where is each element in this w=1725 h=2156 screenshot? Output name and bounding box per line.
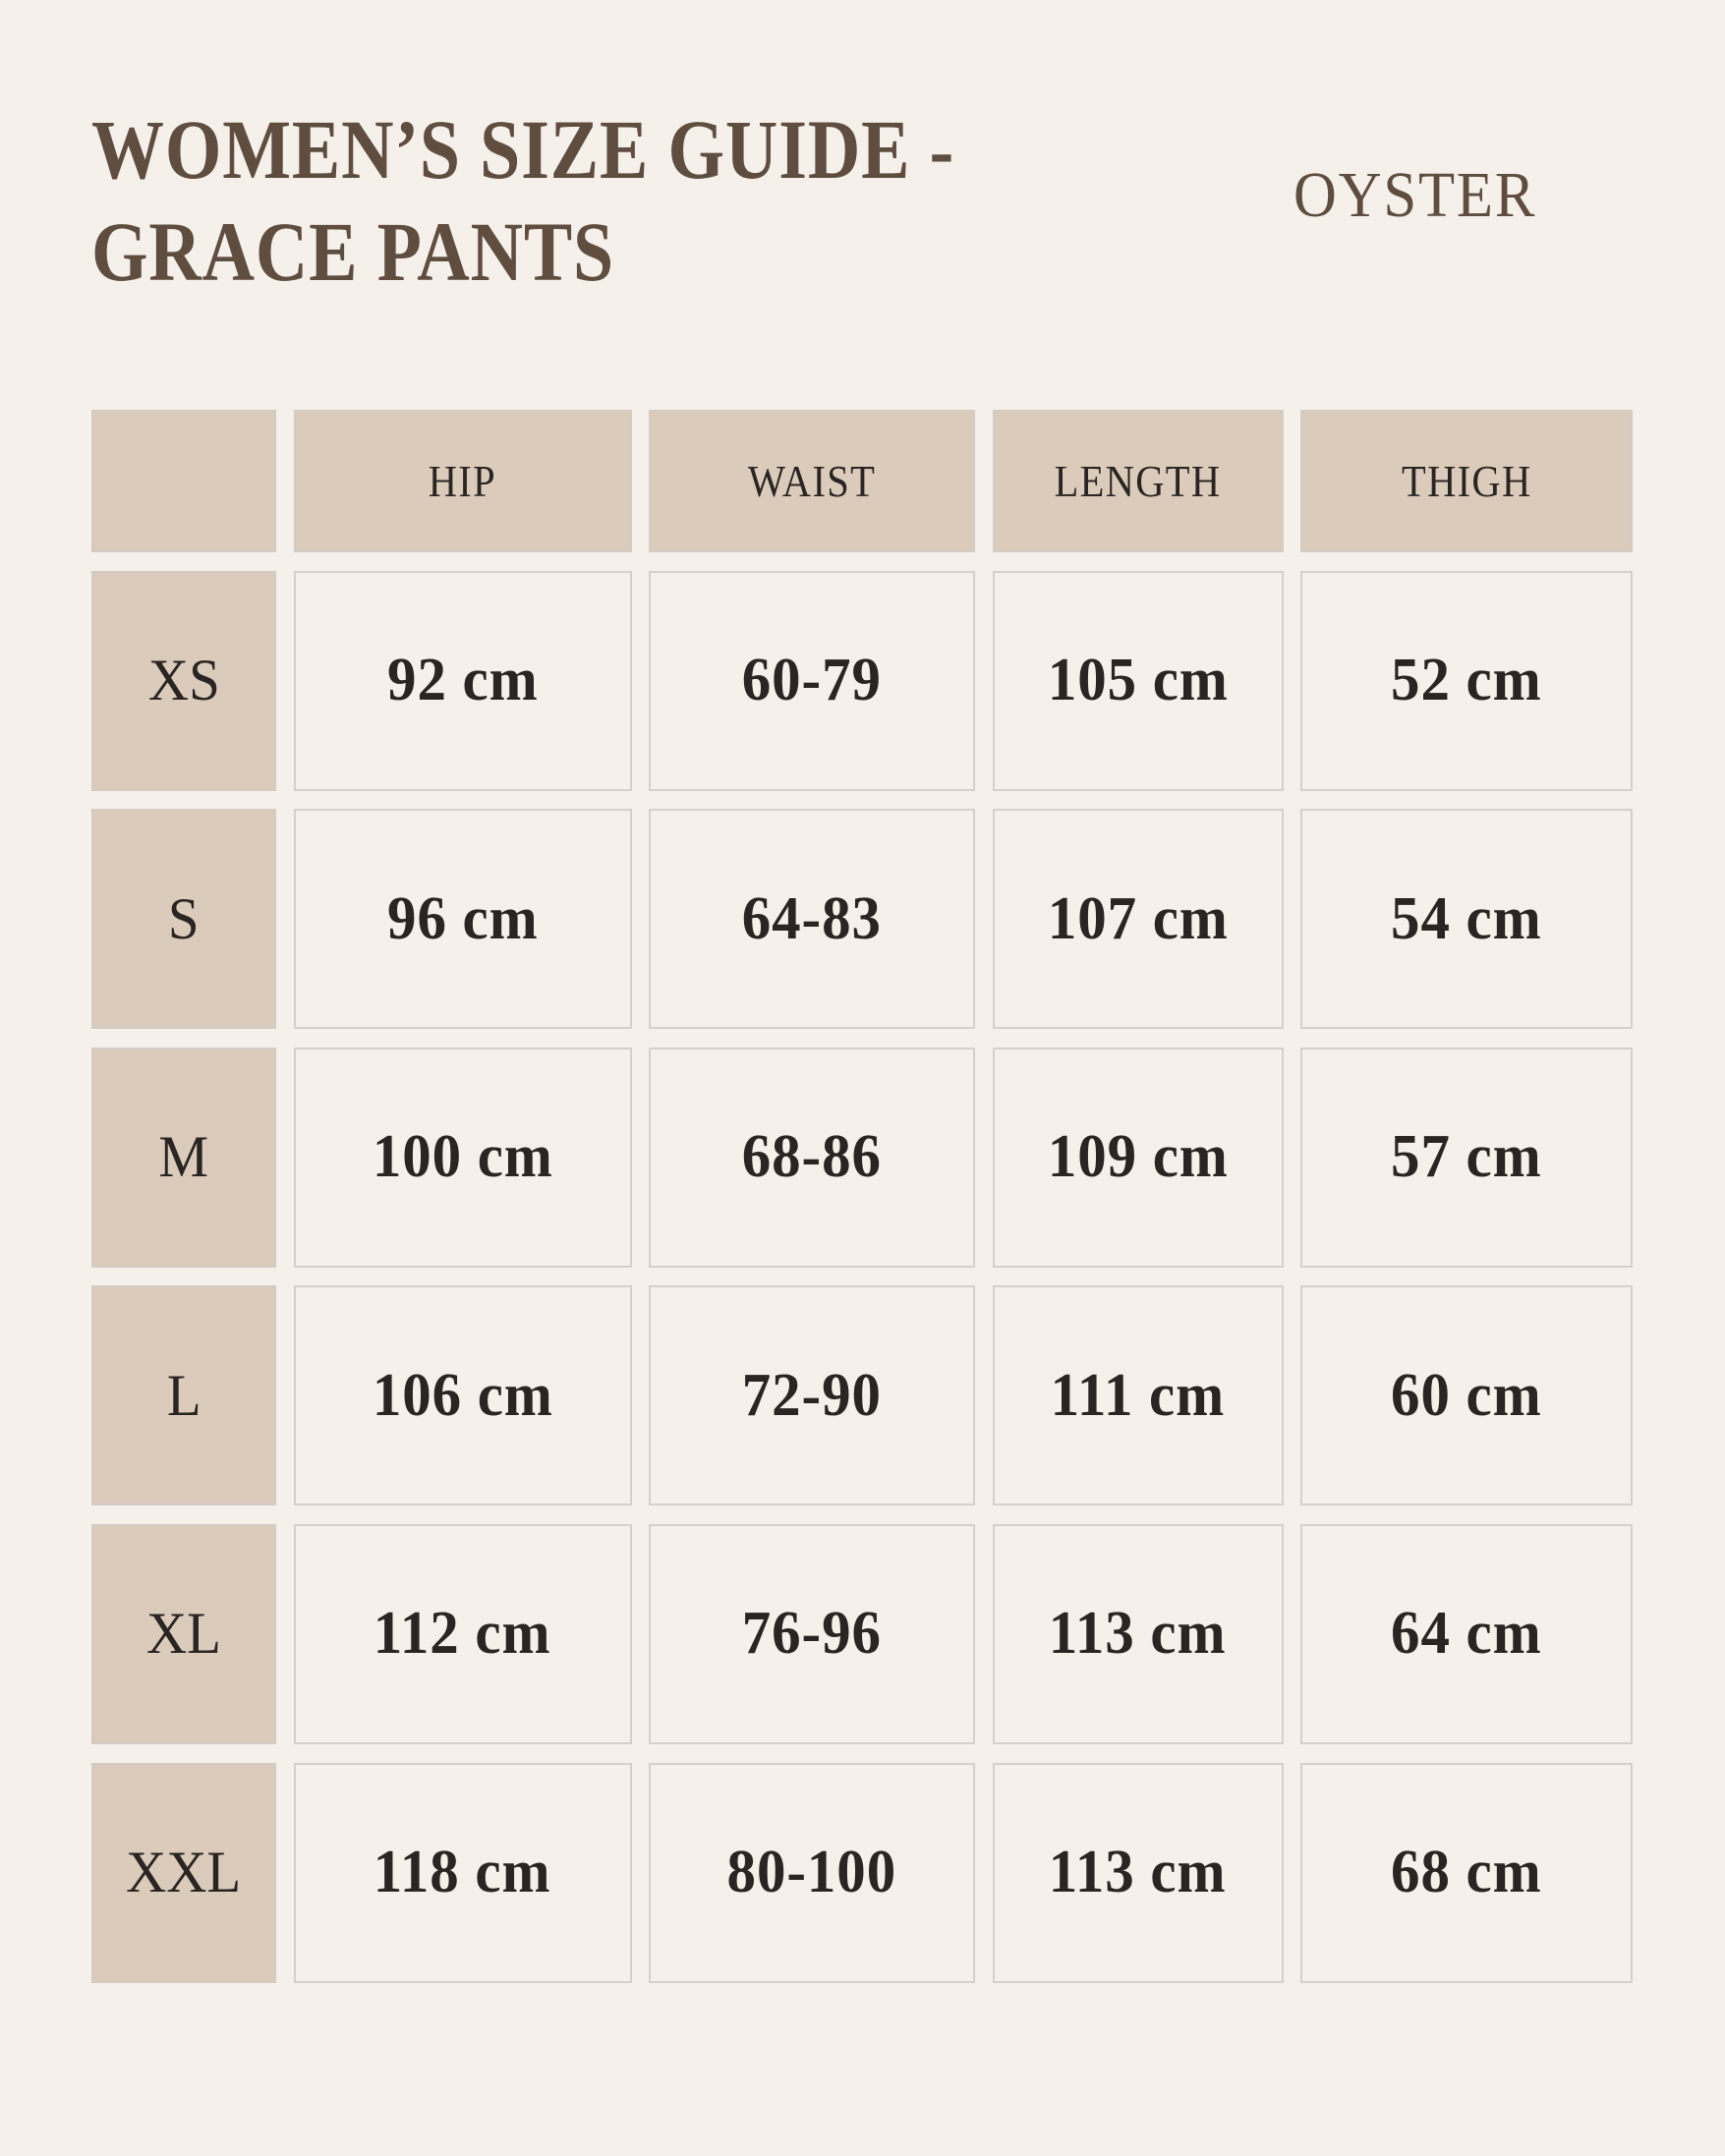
table-cell-waist [649, 1524, 975, 1744]
cell-value: 64-83 [741, 884, 883, 952]
size-cell-xxl [91, 1763, 276, 1983]
table-cell-thigh [1300, 571, 1633, 791]
table-cell-length [993, 1763, 1284, 1983]
header-waist [649, 410, 975, 552]
table-cell-thigh [1300, 1048, 1633, 1268]
cell-value: 52 cm [1391, 647, 1542, 714]
brand-logo: OYSTER [1294, 159, 1537, 231]
cell-value: 109 cm [1047, 1123, 1229, 1191]
header-label: WAIST [747, 456, 877, 506]
table-cell-length [993, 1524, 1284, 1744]
table-cell-length [993, 809, 1284, 1029]
table-cell-thigh [1300, 1763, 1633, 1983]
size-label: M [158, 1124, 209, 1190]
cell-value: 111 cm [1050, 1361, 1226, 1429]
cell-value: 68 cm [1391, 1839, 1542, 1906]
size-cell-l [91, 1285, 276, 1505]
table-cell-thigh [1300, 809, 1633, 1029]
cell-value: 113 cm [1049, 1839, 1227, 1906]
cell-value: 112 cm [374, 1600, 551, 1668]
title-line-2: GRACE PANTS [91, 204, 615, 299]
size-cell-m [91, 1048, 276, 1268]
cell-value: 80-100 [726, 1839, 897, 1906]
table-cell-hip [294, 1048, 632, 1268]
cell-value: 92 cm [386, 647, 539, 714]
table-cell-length [993, 571, 1284, 791]
header-corner-cell [91, 410, 276, 552]
table-cell-waist [649, 1048, 975, 1268]
header-label: THIGH [1401, 456, 1532, 506]
table-cell-waist [649, 571, 975, 791]
table-cell-hip [294, 571, 632, 791]
size-chart-table [91, 410, 1633, 1983]
cell-value: 100 cm [372, 1123, 553, 1191]
size-label: XXL [126, 1840, 242, 1905]
table-cell-hip [294, 809, 632, 1029]
cell-value: 72-90 [741, 1361, 883, 1429]
table-cell-waist [649, 1763, 975, 1983]
size-label: XS [147, 648, 220, 713]
header-label: HIP [428, 456, 497, 506]
cell-value: 113 cm [1049, 1600, 1227, 1668]
size-label: XL [145, 1601, 221, 1667]
table-cell-thigh [1300, 1524, 1633, 1744]
size-label: L [166, 1362, 201, 1428]
size-cell-xl [91, 1524, 276, 1744]
cell-value: 68-86 [741, 1123, 883, 1191]
table-cell-thigh [1300, 1285, 1633, 1505]
table-cell-length [993, 1048, 1284, 1268]
header-thigh [1300, 410, 1633, 552]
size-cell-xs [91, 571, 276, 791]
header-length [993, 410, 1284, 552]
cell-value: 60-79 [741, 647, 883, 714]
cell-value: 118 cm [374, 1839, 551, 1906]
title-line-1: WOMEN’S SIZE GUIDE - [91, 102, 955, 197]
header-hip [294, 410, 632, 552]
cell-value: 107 cm [1047, 884, 1229, 952]
table-cell-hip [294, 1285, 632, 1505]
cell-value: 105 cm [1047, 647, 1229, 714]
table-cell-hip [294, 1763, 632, 1983]
table-cell-hip [294, 1524, 632, 1744]
table-cell-waist [649, 809, 975, 1029]
size-cell-s [91, 809, 276, 1029]
page-title [91, 98, 1064, 303]
size-label: S [168, 885, 200, 951]
cell-value: 96 cm [386, 884, 539, 952]
cell-value: 106 cm [372, 1361, 553, 1429]
cell-value: 76-96 [741, 1600, 883, 1668]
header-label: LENGTH [1054, 456, 1222, 506]
cell-value: 54 cm [1391, 884, 1542, 952]
table-cell-waist [649, 1285, 975, 1505]
table-cell-length [993, 1285, 1284, 1505]
cell-value: 57 cm [1391, 1123, 1542, 1191]
cell-value: 64 cm [1391, 1600, 1542, 1668]
cell-value: 60 cm [1391, 1361, 1542, 1429]
